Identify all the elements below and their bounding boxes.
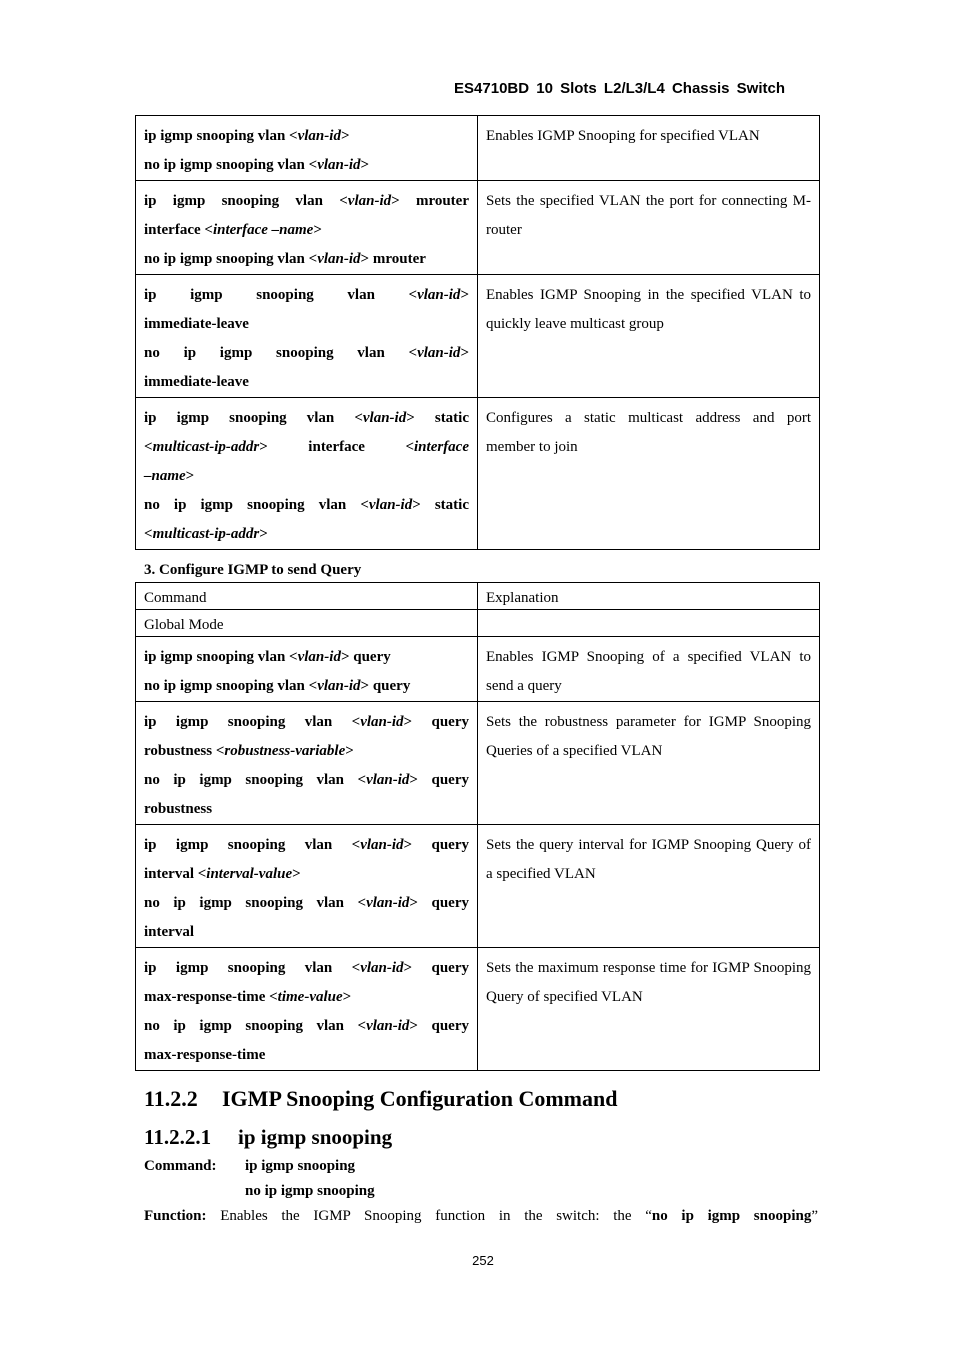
command-cell — [136, 116, 478, 181]
command-line — [144, 954, 469, 983]
command-parameter: time-value — [277, 989, 343, 1005]
command-text: no ip igmp snooping vlan < — [144, 772, 367, 788]
explanation-cell: Enables IGMP Snooping for specified VLAN — [478, 116, 820, 181]
command-line — [144, 889, 469, 918]
command-cell — [136, 398, 478, 550]
command-line — [144, 983, 469, 1012]
command-parameter: vlan-id — [368, 497, 413, 513]
command-text: interval — [144, 924, 194, 940]
command-parameter: vlan-id — [297, 649, 341, 665]
command-text: > — [460, 287, 469, 303]
explanation-cell: Enables IGMP Snooping in the specified VLAN to quickly leave multicast group — [478, 275, 820, 398]
command-table-2 — [135, 582, 820, 1071]
command-text: > — [345, 743, 354, 759]
command-text: > interface < — [259, 439, 415, 455]
section-title: IGMP Snooping Configuration Command — [222, 1086, 618, 1111]
command-text: no ip igmp snooping vlan < — [144, 345, 418, 361]
command-text: no ip igmp snooping vlan < — [144, 251, 318, 267]
command-parameter: multicast-ip-addr — [152, 526, 260, 542]
command-text: robustness — [144, 801, 213, 817]
column-header-explanation: Explanation — [478, 583, 820, 610]
explanation-cell: Enables IGMP Snooping of a specified VLAN to send a query — [478, 637, 820, 702]
command-text: interval < — [144, 866, 207, 882]
command-text: > mrouter — [360, 251, 426, 267]
command-text: < — [144, 439, 153, 455]
command-line — [144, 795, 469, 824]
command-parameter: vlan-id — [317, 251, 361, 267]
command-line — [144, 766, 469, 795]
command-text: ip igmp snooping vlan < — [144, 837, 361, 853]
command-text: max-response-time < — [144, 989, 278, 1005]
command-line — [144, 368, 469, 397]
command-text: no ip igmp snooping vlan < — [144, 895, 367, 911]
command-text: < — [144, 526, 153, 542]
command-text: interface < — [144, 222, 213, 238]
section-3-title: 3. Configure IGMP to send Query — [144, 562, 362, 578]
command-line — [144, 737, 469, 766]
command-text: no ip igmp snooping vlan < — [144, 497, 369, 513]
command-text: immediate-leave — [144, 374, 249, 390]
command-line — [144, 433, 469, 462]
table-row — [136, 275, 820, 398]
table-row — [136, 825, 820, 948]
command-text: robustness < — [144, 743, 225, 759]
command-line — [144, 672, 469, 701]
command-text: > query — [409, 1018, 469, 1034]
command-text: > mrouter — [391, 193, 469, 209]
table-row — [136, 637, 820, 702]
command-text: > query — [409, 772, 469, 788]
mode-explanation-cell — [478, 610, 820, 637]
command-line — [144, 122, 469, 151]
table-row — [136, 398, 820, 550]
command-text: > query — [340, 649, 391, 665]
command-text: > — [340, 128, 350, 144]
command-line — [144, 404, 469, 433]
command-line — [144, 520, 469, 549]
table-row — [136, 948, 820, 1071]
function-text-end: ” — [811, 1208, 819, 1224]
function-description — [144, 1208, 818, 1225]
command-cell — [136, 637, 478, 702]
command-text: ip igmp snooping vlan < — [144, 128, 298, 144]
command-syntax-1: ip igmp snooping — [245, 1158, 356, 1174]
command-line — [144, 1041, 469, 1070]
command-text: > static — [412, 497, 470, 513]
command-parameter: vlan-id — [362, 410, 407, 426]
command-text: > — [259, 526, 268, 542]
command-syntax-2: no ip igmp snooping — [245, 1183, 375, 1199]
command-label: Command: — [144, 1158, 217, 1174]
command-line — [144, 643, 469, 672]
command-cell — [136, 181, 478, 275]
command-parameter: vlan-id — [360, 960, 404, 976]
command-text: immediate-leave — [144, 316, 249, 332]
column-header-command: Command — [136, 583, 478, 610]
command-parameter: vlan-id — [366, 772, 410, 788]
command-text: > query — [403, 837, 469, 853]
command-parameter: vlan-id — [360, 837, 404, 853]
command-parameter: vlan-id — [297, 128, 341, 144]
page-number: 252 — [472, 1253, 494, 1268]
command-parameter: vlan-id — [360, 714, 404, 730]
command-text: > — [360, 157, 370, 173]
command-line — [144, 462, 469, 491]
command-parameter: interface –name — [212, 222, 314, 238]
command-parameter: multicast-ip-addr — [152, 439, 260, 455]
section-heading-11-2-2-1 — [144, 1125, 392, 1150]
command-parameter: –name — [144, 468, 186, 484]
command-text: > — [185, 468, 195, 484]
command-line — [144, 1012, 469, 1041]
function-command: no ip igmp snooping — [651, 1208, 812, 1224]
command-text: > — [342, 989, 352, 1005]
table-header-row — [136, 583, 820, 610]
explanation-cell: Sets the maximum response time for IGMP Snooping Query of specified VLAN — [478, 948, 820, 1071]
section-number: 11.2.2.1 — [144, 1125, 212, 1149]
command-text: ip igmp snooping vlan < — [144, 410, 363, 426]
command-text: > query — [360, 678, 411, 694]
command-cell — [136, 825, 478, 948]
command-line — [144, 151, 469, 180]
section-number: 11.2.2 — [144, 1086, 198, 1111]
running-header: ES4710BD 10 Slots L2/L3/L4 Chassis Switch — [454, 80, 785, 97]
command-table-1 — [135, 115, 820, 550]
command-line — [144, 310, 469, 339]
command-parameter: vlan-id — [366, 895, 410, 911]
command-text: ip igmp snooping vlan < — [144, 193, 348, 209]
command-cell — [136, 275, 478, 398]
explanation-cell: Sets the robustness parameter for IGMP Snooping Queries of a specified VLAN — [478, 702, 820, 825]
command-line — [144, 187, 469, 216]
table-row — [136, 181, 820, 275]
command-text: > query — [403, 714, 469, 730]
command-text: no ip igmp snooping vlan < — [144, 678, 318, 694]
mode-cell: Global Mode — [136, 610, 478, 637]
command-parameter: vlan-id — [366, 1018, 410, 1034]
mode-row — [136, 610, 820, 637]
command-text: ip igmp snooping vlan < — [144, 287, 418, 303]
command-text: no ip igmp snooping vlan < — [144, 1018, 367, 1034]
section-heading-11-2-2 — [144, 1086, 617, 1112]
table-row — [136, 116, 820, 181]
command-text: no ip igmp snooping vlan < — [144, 157, 318, 173]
command-line — [144, 918, 469, 947]
command-text: > — [460, 345, 469, 361]
explanation-cell: Sets the specified VLAN the port for connecting M-router — [478, 181, 820, 275]
command-parameter: robustness-variable — [224, 743, 346, 759]
command-line — [144, 339, 469, 368]
command-parameter: vlan-id — [317, 157, 361, 173]
command-cell — [136, 948, 478, 1071]
command-text: ip igmp snooping vlan < — [144, 649, 298, 665]
command-line — [144, 216, 469, 245]
command-line — [144, 245, 469, 274]
command-line — [144, 281, 469, 310]
command-text: max-response-time — [144, 1047, 266, 1063]
command-text: ip igmp snooping vlan < — [144, 960, 361, 976]
command-parameter: vlan-id — [417, 345, 461, 361]
command-text: > query — [403, 960, 469, 976]
command-cell — [136, 702, 478, 825]
command-text: ip igmp snooping vlan < — [144, 714, 361, 730]
command-parameter: vlan-id — [317, 678, 361, 694]
command-text: > — [313, 222, 322, 238]
command-parameter: vlan-id — [417, 287, 461, 303]
explanation-cell: Sets the query interval for IGMP Snooping Query of a specified VLAN — [478, 825, 820, 948]
table-row — [136, 702, 820, 825]
command-text: > — [292, 866, 301, 882]
command-line — [144, 708, 469, 737]
command-parameter: interval-value — [206, 866, 293, 882]
command-parameter: interface — [414, 439, 469, 455]
command-text: > query — [409, 895, 469, 911]
function-text: Enables the IGMP Snooping function in the switch: the “ — [220, 1208, 652, 1224]
command-parameter: vlan-id — [347, 193, 392, 209]
explanation-cell: Configures a static multicast address and port member to join — [478, 398, 820, 550]
command-line — [144, 491, 469, 520]
section-title: ip igmp snooping — [238, 1125, 393, 1149]
command-line — [144, 860, 469, 889]
command-text: > static — [406, 410, 470, 426]
command-line — [144, 831, 469, 860]
function-label: Function: — [144, 1208, 207, 1224]
